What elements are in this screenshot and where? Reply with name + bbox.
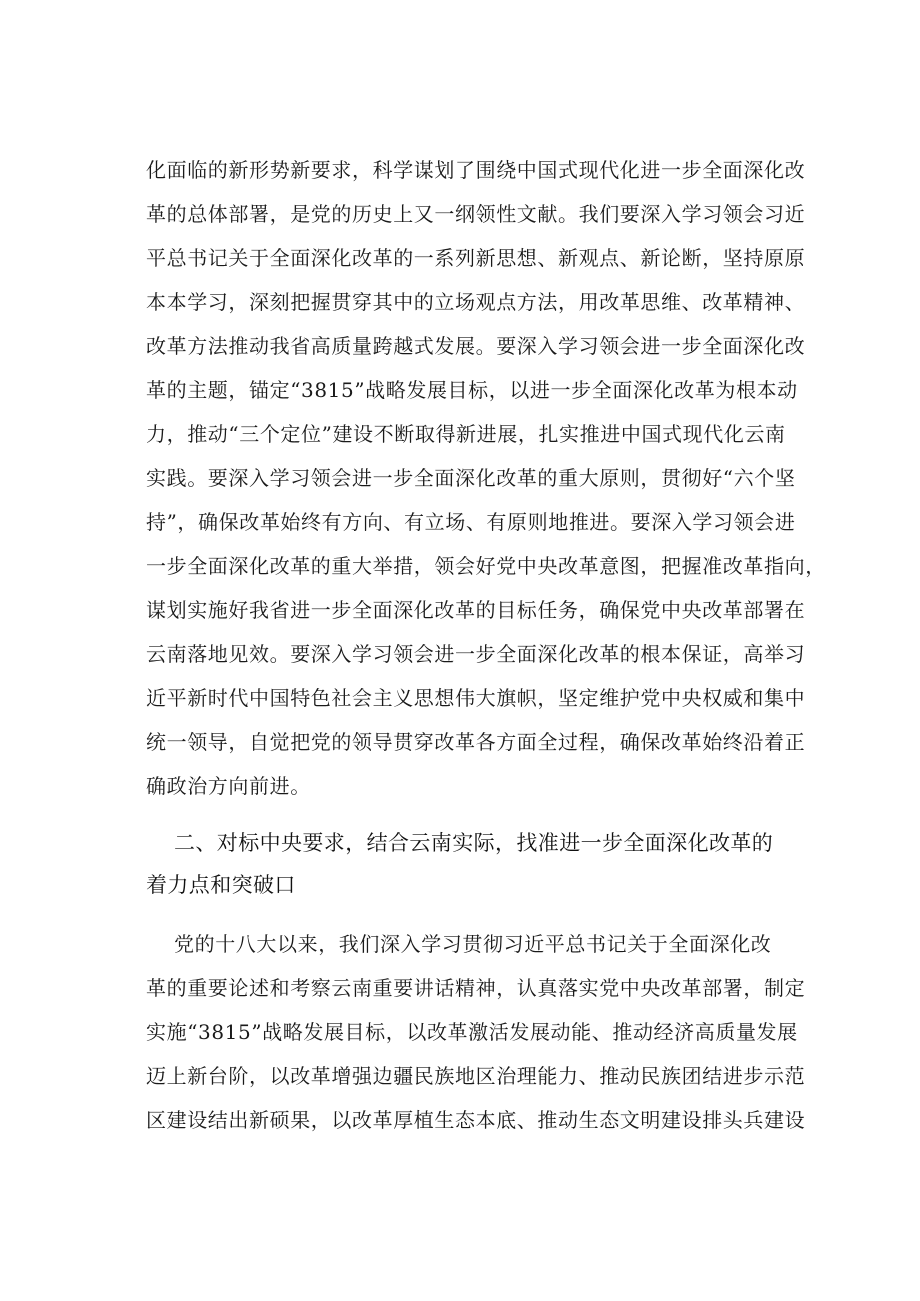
paragraph-line: 实践。要深入学习领会进一步全面深化改革的重大原则，贯彻好“六个坚 — [146, 466, 796, 490]
paragraph-line: 区建设结出新硕果，以改革厚植生态本底、推动生态文明建设排头兵建设 — [146, 1108, 806, 1132]
paragraph-line: 本本学习，深刻把握贯穿其中的立场观点方法，用改革思维、改革精神、 — [146, 290, 806, 314]
paragraph-line: 云南落地见效。要深入学习领会进一步全面深化改革的根本保证，高举习 — [146, 642, 806, 666]
paragraph-line: 力，推动“三个定位”建设不断取得新进展，扎实推进中国式现代化云南 — [146, 422, 786, 446]
paragraph-line: 实施“3815”战略发展目标，以改革激活发展动能、推动经济高质量发展 — [146, 1020, 798, 1044]
paragraph-line: 革的总体部署，是党的历史上又一纲领性文献。我们要深入学习领会习近 — [146, 202, 806, 226]
paragraph-line: 改革方法推动我省高质量跨越式发展。要深入学习领会进一步全面深化改 — [146, 334, 806, 358]
paragraph-line: 化面临的新形势新要求，科学谋划了围绕中国式现代化进一步全面深化改 — [146, 158, 806, 182]
paragraph-line: 统一领导，自觉把党的领导贯穿改革各方面全过程，确保改革始终沿着正 — [146, 730, 806, 754]
paragraph-line: 党的十八大以来，我们深入学习贯彻习近平总书记关于全面深化改 — [174, 932, 772, 956]
section-heading-line: 着力点和突破口 — [146, 873, 296, 897]
paragraph-line: 迈上新台阶，以改革增强边疆民族地区治理能力、推动民族团结进步示范 — [146, 1064, 806, 1088]
paragraph-reform-study — [146, 148, 826, 808]
section-heading-2 — [146, 822, 806, 906]
paragraph-line: 近平新时代中国特色社会主义思想伟大旗帜，坚定维护党中央权威和集中 — [146, 686, 806, 710]
section-heading-line: 二、对标中央要求，结合云南实际，找准进一步全面深化改革的 — [174, 831, 774, 855]
paragraph-line: 持”，确保改革始终有方向、有立场、有原则地推进。要深入学习领会进 — [146, 510, 796, 534]
paragraph-line: 一步全面深化改革的重大举措，领会好党中央改革意图，把握准改革指向， — [146, 554, 826, 578]
paragraph-line: 谋划实施好我省进一步全面深化改革的目标任务，确保党中央改革部署在 — [146, 598, 806, 622]
paragraph-line: 革的重要论述和考察云南重要讲话精神，认真落实党中央改革部署，制定 — [146, 976, 806, 1000]
paragraph-line: 平总书记关于全面深化改革的一系列新思想、新观点、新论断，坚持原原 — [146, 246, 806, 270]
paragraph-line: 确政治方向前进。 — [146, 774, 311, 798]
paragraph-since-18th-congress — [146, 922, 806, 1142]
paragraph-line: 革的主题，锚定“3815”战略发展目标，以进一步全面深化改革为根本动 — [146, 378, 798, 402]
